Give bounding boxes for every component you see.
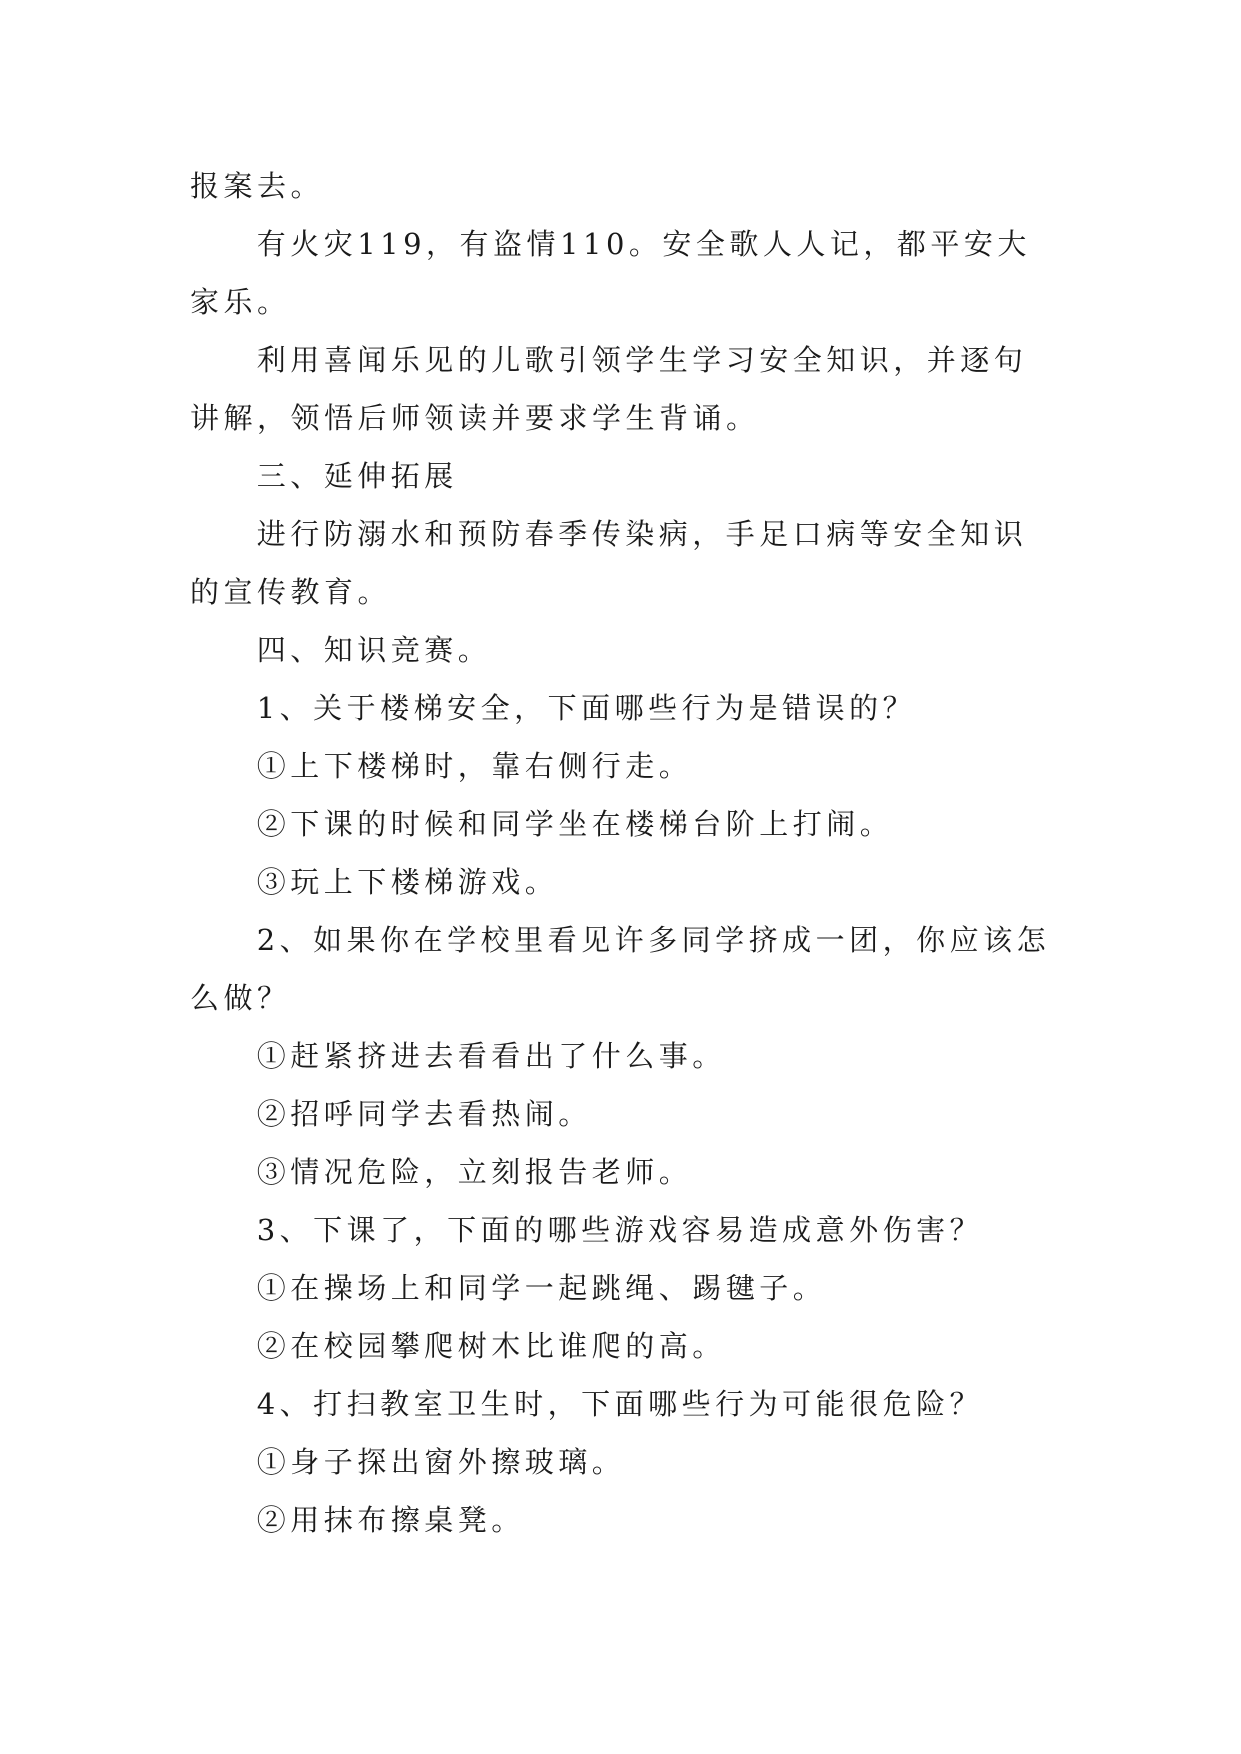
quiz-option-2-3: ③情况危险，立刻报告老师。: [256, 1155, 693, 1189]
paragraph-extension-content: 进行防溺水和预防春季传染病，手足口病等安全知识的宣传教育。: [190, 517, 1028, 609]
section-heading-extension: 三、延伸拓展: [256, 459, 458, 493]
paragraph-teaching-method: 利用喜闻乐见的儿歌引领学生学习安全知识，并逐句讲解，领悟后师领读并要求学生背诵。: [190, 343, 1028, 435]
quiz-question-4: 4、打扫教室卫生时，下面哪些行为可能很危险？: [256, 1387, 984, 1421]
quiz-question-3: 3、下课了，下面的哪些游戏容易造成意外伤害？: [256, 1213, 984, 1247]
section-heading-quiz: 四、知识竞赛。: [256, 633, 492, 667]
quiz-option-4-1: ①身子探出窗外擦玻璃。: [256, 1445, 626, 1479]
quiz-option-3-2: ②在校园攀爬树木比谁爬的高。: [256, 1329, 726, 1363]
paragraph-continuation: 报案去。: [190, 169, 325, 203]
quiz-option-2-1: ①赶紧挤进去看看出了什么事。: [256, 1039, 726, 1073]
quiz-option-1-2: ②下课的时候和同学坐在楼梯台阶上打闹。: [256, 807, 894, 841]
paragraph-safety-song: 有火灾119，有盗情110。安全歌人人记，都平安大家乐。: [190, 227, 1031, 319]
quiz-option-1-1: ①上下楼梯时，靠右侧行走。: [256, 749, 693, 783]
quiz-option-1-3: ③玩上下楼梯游戏。: [256, 865, 559, 899]
quiz-option-3-1: ①在操场上和同学一起跳绳、踢毽子。: [256, 1271, 827, 1305]
quiz-question-2: 2、如果你在学校里看见许多同学挤成一团，你应该怎么做？: [190, 923, 1051, 1015]
quiz-option-4-2: ②用抹布擦桌凳。: [256, 1503, 525, 1537]
quiz-question-1: 1、关于楼梯安全，下面哪些行为是错误的？: [256, 691, 917, 725]
document-body: [190, 157, 1054, 1549]
quiz-option-2-2: ②招呼同学去看热闹。: [256, 1097, 592, 1131]
